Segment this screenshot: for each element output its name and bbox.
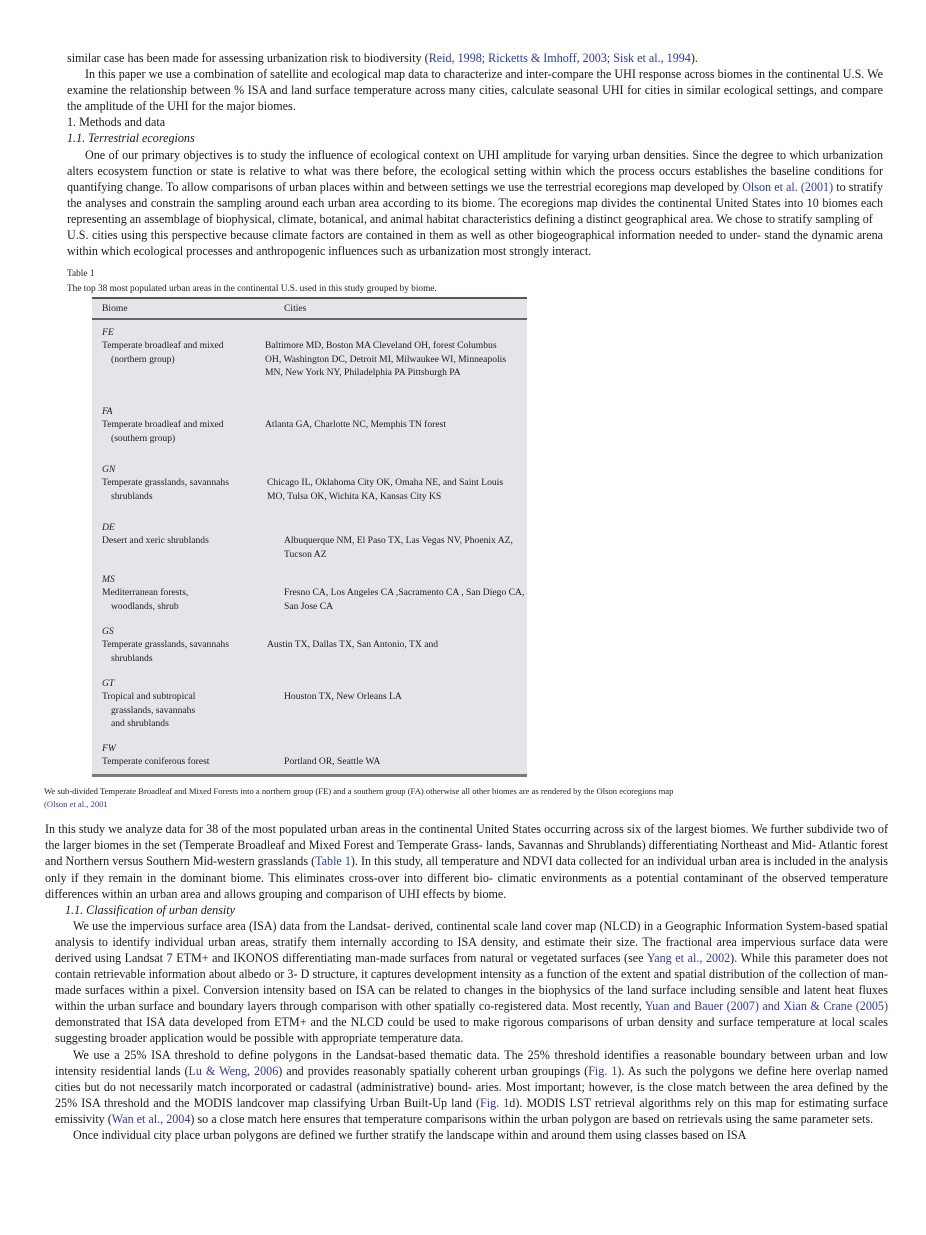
text: to stratify the analyses and constrain the sampling around each urban area according to its biome. The ecoregions map divides the continental United States into 10 biomes each representing an assemblage of biophysical, climate, botanical, and animal habitat characteristics defining a distinct geographical area. We chose to stratify sampling of	[67, 179, 883, 226]
table-row	[92, 625, 527, 677]
text: ) and provides reasonably spatially coherent urban groupings (	[278, 1063, 589, 1078]
biome-code: MS	[102, 574, 115, 586]
table-footnote	[44, 785, 894, 811]
figure-link[interactable]: Fig. 1	[588, 1063, 618, 1078]
header-cities: Cities	[284, 303, 307, 315]
biome-name	[102, 339, 260, 366]
biome-name	[102, 418, 260, 445]
text: ).	[690, 51, 698, 65]
biome-cities: Baltimore MD, Boston MA Cleveland OH, forest Columbus OH, Washington DC, Detroit MI, Milwaukee WI, Minneapolis MN, New York NY, Philadelphia PA Pittsburgh PA	[265, 340, 507, 378]
biome-name-line: Temperate coniferous forest	[102, 756, 210, 768]
text: We use a 25% ISA threshold to define polygons in the Landsat-based thematic data. The 25% threshold identifies a reasonable boundary between urban and low intensity residential lands (	[55, 1047, 888, 1078]
citation-link[interactable]: Lu & Weng, 2006	[188, 1063, 279, 1078]
header-biome: Biome	[102, 303, 128, 315]
paragraph	[55, 918, 888, 1047]
biome-name	[102, 476, 260, 503]
text: demonstrated that ISA data developed from ETM+ and the NLCD could be used to make rigorous comparisons of urban density and surface temperature at local scales suggesting broader application would be possible with appropriate temperature data.	[55, 1015, 888, 1046]
biome-name-line: Desert and xeric shrublands	[102, 535, 209, 547]
biome-code: FW	[102, 743, 116, 755]
paragraph	[67, 50, 883, 66]
biome-name-line: Temperate grasslands, savannahs	[102, 477, 229, 489]
text: ) so a close match here ensures that temperature comparisons within the urban polygon are based on retrievals using the same parameter sets.	[190, 1111, 874, 1126]
biome-code: FE	[102, 327, 114, 339]
biome-table	[92, 297, 527, 777]
citation-link[interactable]: Reid, 1998; Ricketts & Imhoff, 2003; Sisk et al., 1994	[428, 51, 691, 65]
biome-name-line: grasslands, savannahs	[111, 704, 196, 716]
paragraph: In this paper we use a combination of satellite and ecological map data to characterize and inter-compare the UHI response across biomes in the continental U.S. We examine the relationship between % ISA and land surface temperature across many cities, calculate seasonal UHI for cities in similar ecological settings, and compare the amplitude of the UHI for the major biomes.	[67, 67, 883, 114]
paragraph	[45, 821, 888, 901]
biome-name-line: (southern group)	[111, 432, 176, 444]
text: We use the impervious surface area (ISA) data from the Landsat- derived, continental scale land cover map (NLCD) in a Geographic Information System-based spatial analysis to identify individual urban areas, stratify them internally according to ISA density, and estimate their size. The fractional area impervious surface data were derived using Landsat 7 ETM+ and IKONOS differentiating man-made surfaces from natural or vegetated surfaces (see	[55, 918, 888, 965]
text: One of our primary objectives is to study the influence of ecological context on UHI amplitude for varying urban densities. Since the degree to which urbanization alters ecosystem function or state is relative to what was there before, the ecological setting within which the process occurs establishes the baseline conditions for quantifying change. To allow comparisons of urban places within and between settings we use the terrestrial ecoregions map developed by	[67, 147, 883, 194]
biome-name	[102, 755, 260, 768]
text: ). While this parameter does not contain retrievable information about albedo or 3- D structure, it captures development intensity as a function of the extent and spatial distribution of the collection of man-made surfaces within a pixel. Conversion intensity based on ISA can be related to changes in the biophysics of the land surface including sensible and latent heat fluxes within the urban surface and boundary layers through comparison with other spatially co-registered data. Most recently,	[55, 950, 888, 1014]
biome-name	[102, 586, 260, 613]
citation-link[interactable]: Yang et al., 2002	[646, 950, 731, 965]
text: d). MODIS LST retrieval algorithms rely on this map for estimating surface emissivity (	[55, 1095, 888, 1126]
figure-link[interactable]: Fig. 1	[480, 1095, 510, 1110]
biome-name-line: Temperate broadleaf and mixed	[102, 419, 224, 431]
classification-section	[55, 918, 888, 1163]
citation-link[interactable]: Olson et al. (2001)	[742, 179, 834, 194]
biome-cities: Atlanta GA, Charlotte NC, Memphis TN forest	[265, 419, 447, 431]
table-row	[92, 677, 527, 742]
paragraph: U.S. cities using this perspective because climate factors are contained in them as well as other biogeographical information needed to under- stand the dynamic arena within which ecological processes and anthropogenic influences such as urbanization most strongly interact.	[67, 228, 883, 259]
paragraph	[55, 1047, 888, 1127]
biome-name	[102, 638, 260, 665]
biome-name-line: (northern group)	[111, 353, 175, 365]
biome-name-line: Mediterranean forests,	[102, 587, 189, 599]
text: ). In this study, all temperature and NDVI data collected for an individual urban area is included in the analysis only if they remain in the dominant biome. This eliminates cross-over into different bio- climatic environments as a potential contaminant of the observed temperature differences within an urban area and allows grouping and comparison of UHI effects by biome.	[45, 854, 888, 901]
biome-name	[102, 534, 260, 547]
table-row	[92, 326, 527, 405]
text: In this study we analyze data for 38 of the most populated urban areas in the continental United States occurring across six of the largest biomes. We further subdivide two of the larger biomes in the set (Temperate Broadleaf and Mixed Forest and Temperate Grass- lands, Savannas and Shrublands) differentiating Northeast and Mid- Atlantic forest and Northern versus Southern Mid-western grasslands (	[45, 822, 888, 869]
table-body	[92, 320, 527, 774]
biome-name-line: Temperate broadleaf and mixed	[102, 340, 224, 352]
biome-name-line: and shrublands	[111, 717, 169, 729]
biome-name-line: shrublands	[111, 490, 153, 502]
biome-name-line: shrublands	[111, 652, 153, 664]
table-row	[92, 742, 527, 774]
paragraph	[67, 147, 883, 227]
citation-link[interactable]: Wan et al., 2004	[111, 1111, 191, 1126]
paragraph: Once individual city place urban polygons are defined we further stratify the landscape within and around them using classes based on ISA	[73, 1128, 747, 1142]
text: similar case has been made for assessing urbanization risk to biodiversity (	[67, 51, 429, 65]
table-title: The top 38 most populated urban areas in the continental U.S. used in this study grouped by biome.	[67, 284, 437, 295]
biome-code: GN	[102, 464, 116, 476]
biome-name	[102, 690, 260, 730]
biome-name-line: Temperate grasslands, savannahs	[102, 639, 229, 651]
table-row	[92, 573, 527, 625]
biome-code: FA	[102, 406, 113, 418]
biome-cities: Portland OR, Seattle WA	[284, 756, 381, 768]
table-header	[92, 299, 527, 320]
biome-code: GS	[102, 626, 114, 638]
biome-code: DE	[102, 522, 115, 534]
biome-cities: Chicago IL, Oklahoma City OK, Omaha NE, and Saint Louis MO, Tulsa OK, Wichita KA, Kansas City KS	[267, 477, 504, 502]
biome-cities: Austin TX, Dallas TX, San Antonio, TX and	[267, 639, 439, 651]
subsection-heading: 1.1. Terrestrial ecoregions	[67, 131, 195, 146]
table-link[interactable]: Table 1	[315, 854, 351, 869]
text: We sub-divided Temperate Broadleaf and Mixed Forests into a northern group (FE) and a southern group (FA) otherwise all other biomes are as rendered by the Olson ecoregions map	[44, 786, 674, 797]
table-row	[92, 405, 527, 463]
biome-code: GT	[102, 678, 115, 690]
citation-link[interactable]: (Olson et al., 2001	[44, 799, 108, 810]
biome-cities: Fresno CA, Los Angeles CA ,Sacramento CA , San Diego CA, San Jose CA	[284, 587, 525, 612]
biome-name-line: Tropical and subtropical	[102, 691, 196, 703]
study-section	[45, 821, 888, 918]
text: ). As such the polygons we define here overlap named cities but do not necessarily match incorporated or cadastral (administrative) bound- aries. Most important; however, is the close match between the area defined by the 25% ISA threshold and the MODIS landcover map classifying Urban Built-Up land (	[55, 1063, 889, 1110]
biome-cities: Houston TX, New Orleans LA	[284, 691, 402, 703]
biome-name-line: woodlands, shrub	[111, 600, 179, 612]
subsection-heading: 1.1. Classification of urban density	[65, 902, 235, 917]
table-label: Table 1	[67, 269, 95, 280]
intro-section	[67, 50, 883, 259]
table-caption	[67, 267, 926, 297]
biome-cities: Albuquerque NM, El Paso TX, Las Vegas NV, Phoenix AZ, Tucson AZ	[284, 535, 513, 560]
section-heading: 1. Methods and data	[67, 115, 166, 130]
table-row	[92, 521, 527, 573]
citation-link[interactable]: Yuan and Bauer (2007) and Xian & Crane (2005)	[644, 999, 888, 1014]
table-row	[92, 463, 527, 521]
